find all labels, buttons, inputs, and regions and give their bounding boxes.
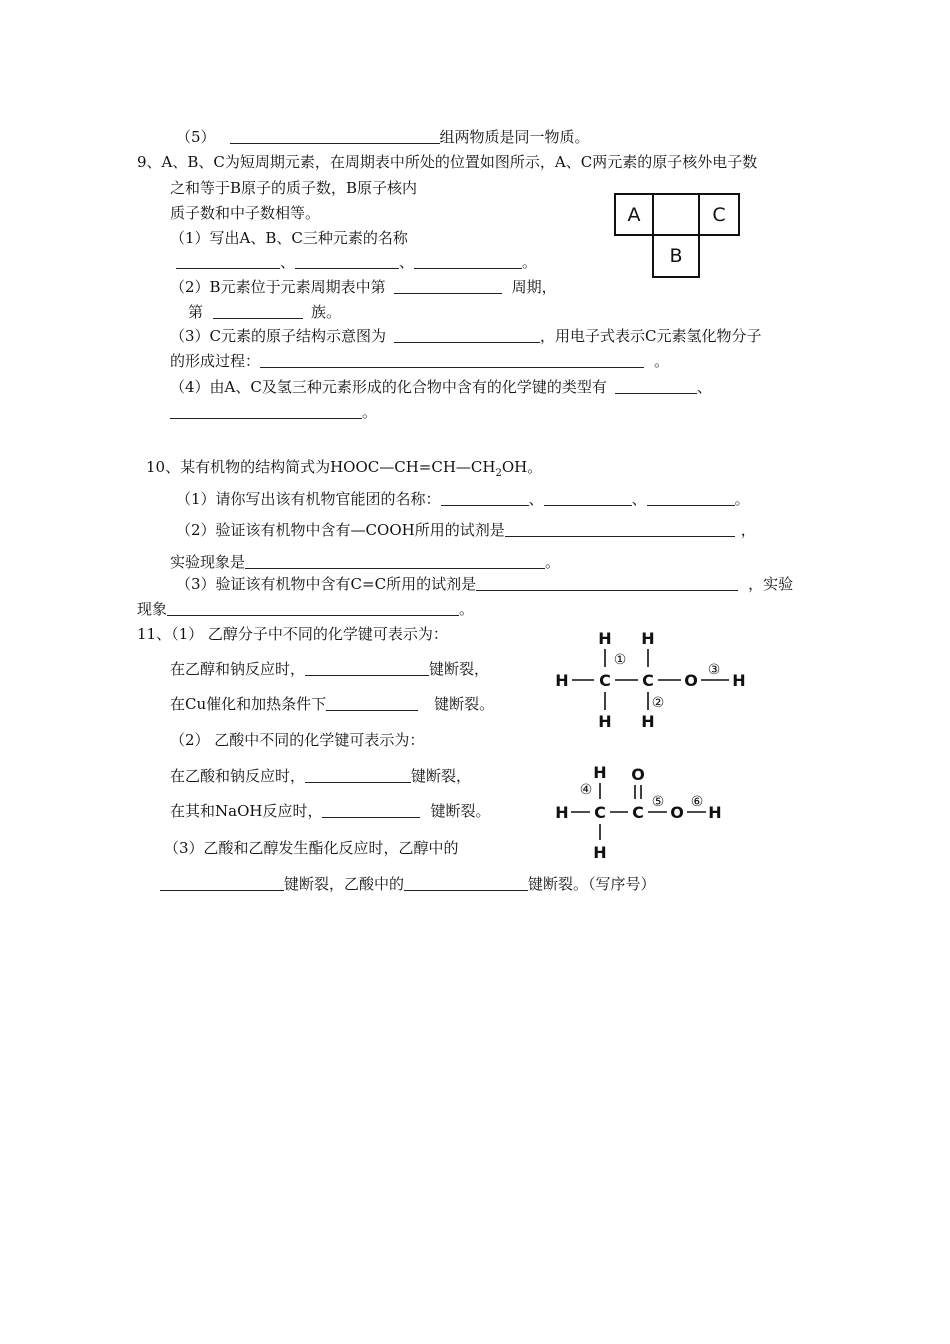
atom-h: H <box>555 803 569 822</box>
answer-blank[interactable] <box>326 695 418 711</box>
q10-part1 <box>176 489 750 509</box>
q11-part2-text: 在乙酸和钠反应时， <box>170 767 306 785</box>
q11-part3-text: 键断裂。（写序号） <box>528 875 656 893</box>
q8-part5-tail: 组两物质是同一物质。 <box>439 128 590 146</box>
answer-blank[interactable] <box>544 490 632 506</box>
q10-part3-text: （3）验证该有机物中含有C=C所用的试剂是 <box>176 575 477 593</box>
q11-part2-text: 键断裂。 <box>430 802 491 820</box>
q9-part2-line2 <box>188 302 341 322</box>
q11-part1: 11、（1） 乙醇分子中不同的化学键可表示为： <box>137 625 448 643</box>
q11-part2-text: 键断裂， <box>411 767 472 785</box>
answer-blank[interactable] <box>505 521 735 537</box>
answer-blank[interactable] <box>394 327 540 343</box>
atom-o: O <box>684 671 698 690</box>
q10-part2-text: 实验现象是 <box>170 553 246 571</box>
q9-part3-line1 <box>170 326 762 346</box>
q9-part2-line1 <box>170 277 557 297</box>
q11-part3-blanks <box>160 874 656 894</box>
q11-part1-text: 键断裂， <box>429 660 490 678</box>
q9-part2-text: 周期， <box>511 278 557 296</box>
q11-part3: （3）乙酸和乙醇发生酯化反应时，乙醇中的 <box>164 839 459 857</box>
answer-blank[interactable] <box>245 553 545 569</box>
answer-blank[interactable] <box>230 128 440 144</box>
q11-part1-line-b <box>170 694 494 714</box>
atom-h: H <box>641 712 655 731</box>
q10-stem-text: 10、某有机物的结构简式为HOOC—CH=CH—CH <box>146 458 496 476</box>
q11-part1-text: 在乙醇和钠反应时， <box>170 660 306 678</box>
q11-part2-line-a <box>170 766 471 786</box>
period: 。 <box>459 600 475 618</box>
answer-blank[interactable] <box>213 303 303 319</box>
bond-number: ⑥ <box>690 794 704 810</box>
atom-h: H <box>641 629 655 648</box>
q9-part4-line1 <box>170 377 712 397</box>
q9-part3-text: （3）C元素的原子结构示意图为 <box>170 327 387 345</box>
q10-part3-line1 <box>176 574 793 594</box>
separator: 、 <box>399 253 415 271</box>
q9-part3-text: 。 <box>654 352 670 370</box>
answer-blank[interactable] <box>615 378 697 394</box>
q9-part3-line2 <box>170 351 669 371</box>
cell-a: A <box>614 193 654 236</box>
q9-stem-line3: 质子数和中子数相等。 <box>170 204 321 222</box>
atom-c: C <box>599 671 611 690</box>
answer-blank[interactable] <box>305 767 411 783</box>
answer-blank[interactable] <box>295 253 399 269</box>
answer-blank[interactable] <box>305 660 429 676</box>
answer-blank[interactable] <box>441 490 529 506</box>
atom-o: O <box>670 803 684 822</box>
bond-number: ③ <box>707 662 721 678</box>
q10-part3-text: 现象 <box>137 600 168 618</box>
atom-h: H <box>593 763 607 782</box>
answer-blank[interactable] <box>394 278 502 294</box>
q9-part3-text: ，用电子式表示C元素氢化物分子 <box>540 327 762 345</box>
atom-c: C <box>594 803 606 822</box>
q10-part3-text: ，实验 <box>748 575 794 593</box>
q11-part2-text: 在其和NaOH反应时， <box>170 802 323 820</box>
q9-part1-blanks <box>176 252 537 272</box>
q10-stem <box>146 457 542 484</box>
atom-c: C <box>632 803 644 822</box>
period: 。 <box>734 490 750 508</box>
bond-number: ④ <box>579 782 593 798</box>
period: 。 <box>362 403 378 421</box>
cell-c: C <box>698 193 740 236</box>
answer-blank[interactable] <box>170 403 362 419</box>
q10-part2-text: （2）验证该有机物中含有—COOH所用的试剂是 <box>176 521 505 539</box>
q10-part1-text: （1）请你写出该有机物官能团的名称： <box>176 490 441 508</box>
acetic-acid-structure-diagram <box>552 758 732 862</box>
q10-part2-line1 <box>176 520 756 540</box>
q8-part5-label: （5） <box>176 128 216 146</box>
q9-stem-line1: 9、A、B、C为短周期元素，在周期表中所处的位置如图所示，A、C两元素的原子核外电子数 <box>137 153 758 171</box>
separator: 、 <box>631 490 647 508</box>
q10-part2-line2 <box>170 552 560 572</box>
subscript: 2 <box>495 468 502 479</box>
ethanol-structure-diagram <box>548 624 758 734</box>
q11-part1-line-a <box>170 659 489 679</box>
q9-part2-text: （2）B元素位于元素周期表中第 <box>170 278 386 296</box>
atom-h: H <box>598 629 612 648</box>
answer-blank[interactable] <box>176 253 280 269</box>
q9-part4-line2 <box>170 402 377 422</box>
atom-c: C <box>642 671 654 690</box>
q9-part1: （1）写出A、B、C三种元素的名称 <box>170 229 408 247</box>
answer-blank[interactable] <box>260 352 644 368</box>
bond-number: ② <box>651 695 665 711</box>
separator: 、 <box>528 490 544 508</box>
q9-stem-line2: 之和等于B原子的质子数，B原子核内 <box>170 179 418 197</box>
answer-blank[interactable] <box>404 875 528 891</box>
q8-part5-line <box>176 127 590 147</box>
periodic-table-diagram <box>614 193 740 278</box>
q10-part2-text: ， <box>740 521 756 539</box>
q9-part2-text: 族。 <box>311 303 342 321</box>
cell-b: B <box>652 234 700 278</box>
q9-part3-text: 的形成过程： <box>170 352 261 370</box>
atom-h: H <box>593 843 607 862</box>
cell-empty <box>652 193 700 236</box>
q9-part2-text: 第 <box>188 303 204 321</box>
q10-stem-text: OH。 <box>501 458 543 476</box>
q11-part3-text: 键断裂，乙酸中的 <box>284 875 405 893</box>
answer-blank[interactable] <box>160 875 284 891</box>
q11-part2-line-b <box>170 801 490 821</box>
q9-part4-text: 、 <box>696 378 712 396</box>
q11-part1-text: 键断裂。 <box>434 695 495 713</box>
atom-h: H <box>555 671 569 690</box>
answer-blank[interactable] <box>647 490 735 506</box>
atom-h: H <box>598 712 612 731</box>
answer-blank[interactable] <box>414 253 522 269</box>
atom-h: H <box>708 803 722 822</box>
bond-number: ⑤ <box>651 794 665 810</box>
answer-blank[interactable] <box>322 802 420 818</box>
separator: 、 <box>280 253 296 271</box>
answer-blank[interactable] <box>476 575 738 591</box>
q11-part2: （2） 乙酸中不同的化学键可表示为： <box>170 731 425 749</box>
q11-part1-text: 在Cu催化和加热条件下 <box>170 695 327 713</box>
q10-part3-line2 <box>137 599 474 619</box>
answer-blank[interactable] <box>167 600 459 616</box>
q9-part4-text: （4）由A、C及氢三种元素形成的化合物中含有的化学键的类型有 <box>170 378 607 396</box>
atom-o: O <box>631 765 645 784</box>
atom-h: H <box>732 671 746 690</box>
bond-number: ① <box>613 652 627 668</box>
period: 。 <box>522 253 538 271</box>
period: 。 <box>545 553 561 571</box>
